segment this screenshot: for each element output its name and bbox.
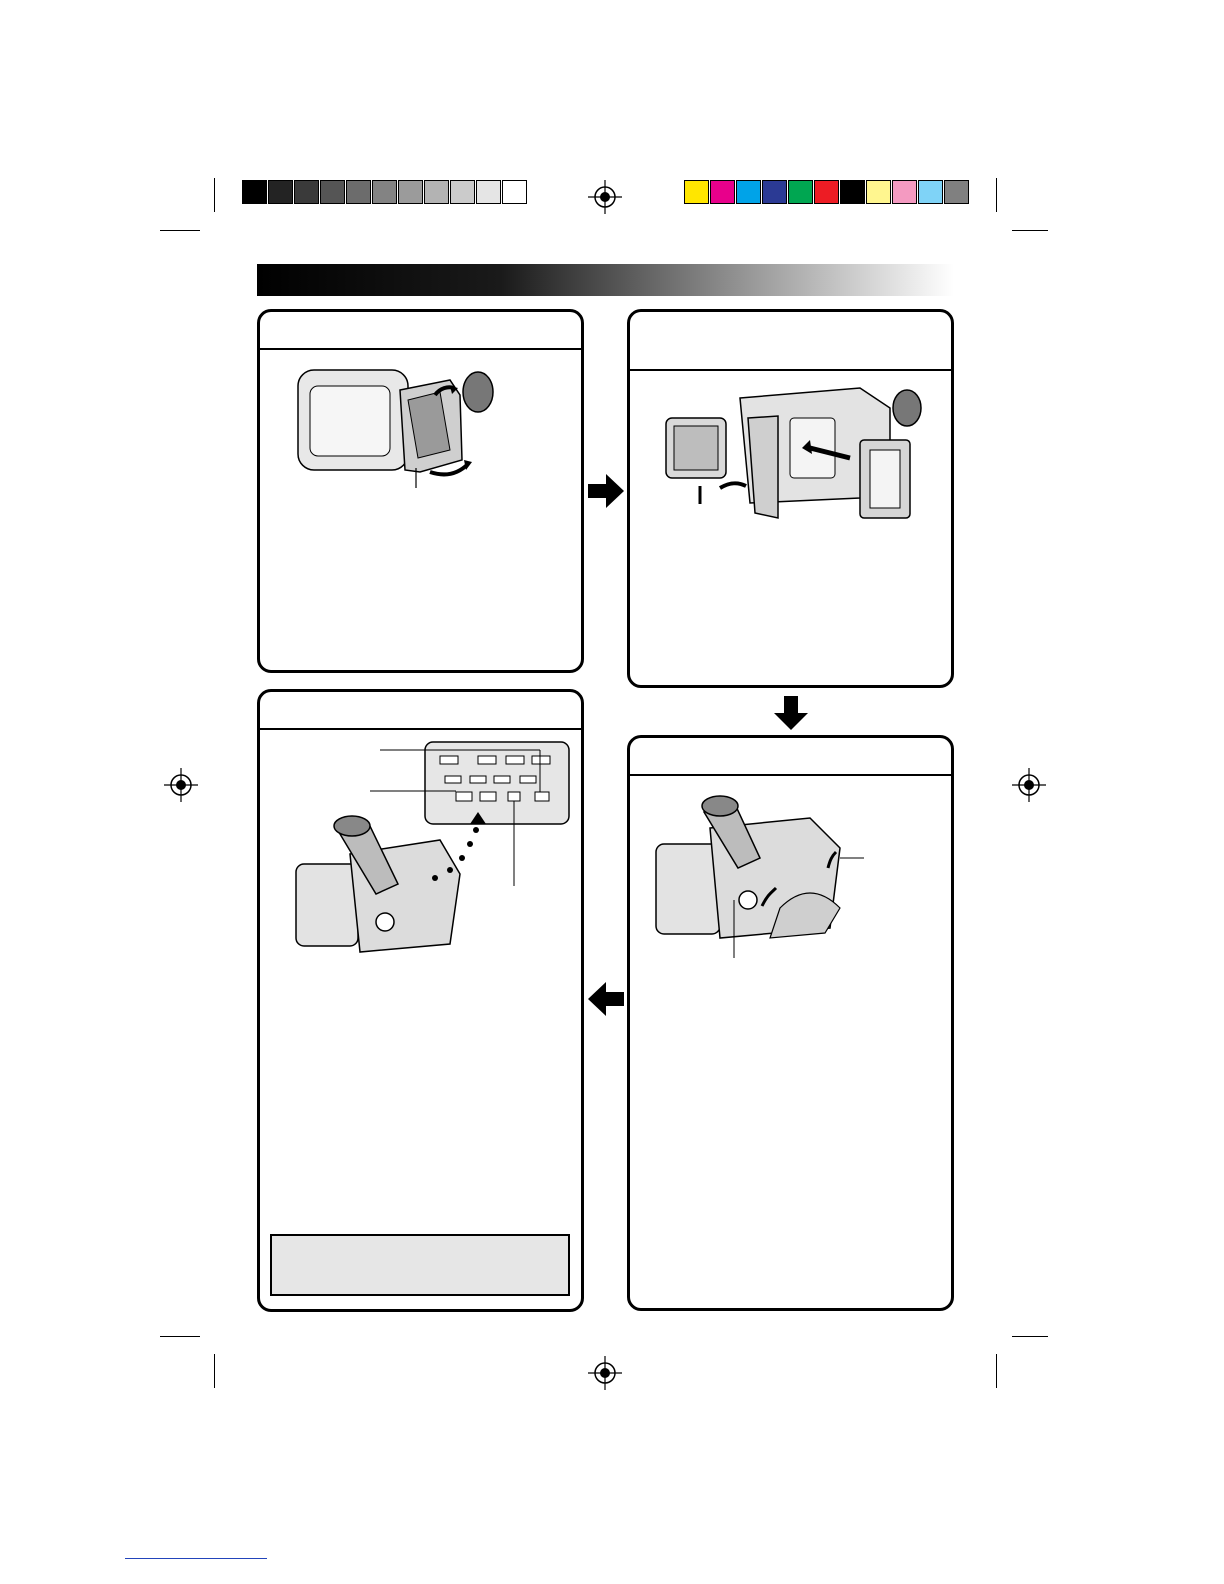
section-header-bar xyxy=(257,264,954,296)
footer-link-underline xyxy=(125,1558,267,1559)
panel-bottom-right xyxy=(627,735,954,1311)
arrow-left-icon xyxy=(588,982,624,1016)
gray-swatch xyxy=(346,180,371,204)
gray-swatch xyxy=(268,180,293,204)
panel-top-left xyxy=(257,309,584,673)
registration-target-icon xyxy=(588,1356,622,1390)
gray-swatch xyxy=(242,180,267,204)
gray-swatch xyxy=(398,180,423,204)
registration-target-icon xyxy=(588,180,622,214)
panel-bottom-left xyxy=(257,689,584,1312)
color-swatch xyxy=(892,180,917,204)
arrow-down-icon xyxy=(774,696,808,730)
panel-header-divider xyxy=(630,774,951,776)
crop-mark xyxy=(1012,1336,1048,1337)
crop-mark xyxy=(1012,230,1048,231)
registration-target-icon xyxy=(164,768,198,802)
gray-swatch xyxy=(476,180,501,204)
gray-swatch xyxy=(502,180,527,204)
color-swatch xyxy=(710,180,735,204)
color-swatch xyxy=(788,180,813,204)
crop-mark xyxy=(214,178,215,212)
gray-swatch xyxy=(424,180,449,204)
color-swatch xyxy=(866,180,891,204)
color-swatch xyxy=(814,180,839,204)
crop-mark xyxy=(996,1354,997,1388)
color-swatch xyxy=(918,180,943,204)
color-swatch xyxy=(840,180,865,204)
panel-top-right xyxy=(627,309,954,688)
registration-target-icon xyxy=(1012,768,1046,802)
gray-swatch xyxy=(372,180,397,204)
crop-mark xyxy=(214,1354,215,1388)
color-swatch xyxy=(944,180,969,204)
color-swatch xyxy=(762,180,787,204)
camcorder-playback-illustration xyxy=(290,804,510,954)
arrow-right-icon xyxy=(588,474,624,508)
crop-mark xyxy=(996,178,997,212)
crop-mark xyxy=(160,230,200,231)
crop-mark xyxy=(160,1336,200,1337)
color-swatch xyxy=(736,180,761,204)
note-box xyxy=(270,1234,570,1296)
panel-header-divider xyxy=(630,369,951,371)
cassette-insert-illustration xyxy=(660,378,930,528)
gray-swatch xyxy=(320,180,345,204)
camcorder-grip-illustration xyxy=(650,788,890,968)
panel-header-divider xyxy=(260,728,581,730)
camcorder-open-cover-illustration xyxy=(290,360,500,490)
gray-swatch xyxy=(450,180,475,204)
panel-header-divider xyxy=(260,348,581,350)
color-swatch xyxy=(684,180,709,204)
gray-swatch xyxy=(294,180,319,204)
